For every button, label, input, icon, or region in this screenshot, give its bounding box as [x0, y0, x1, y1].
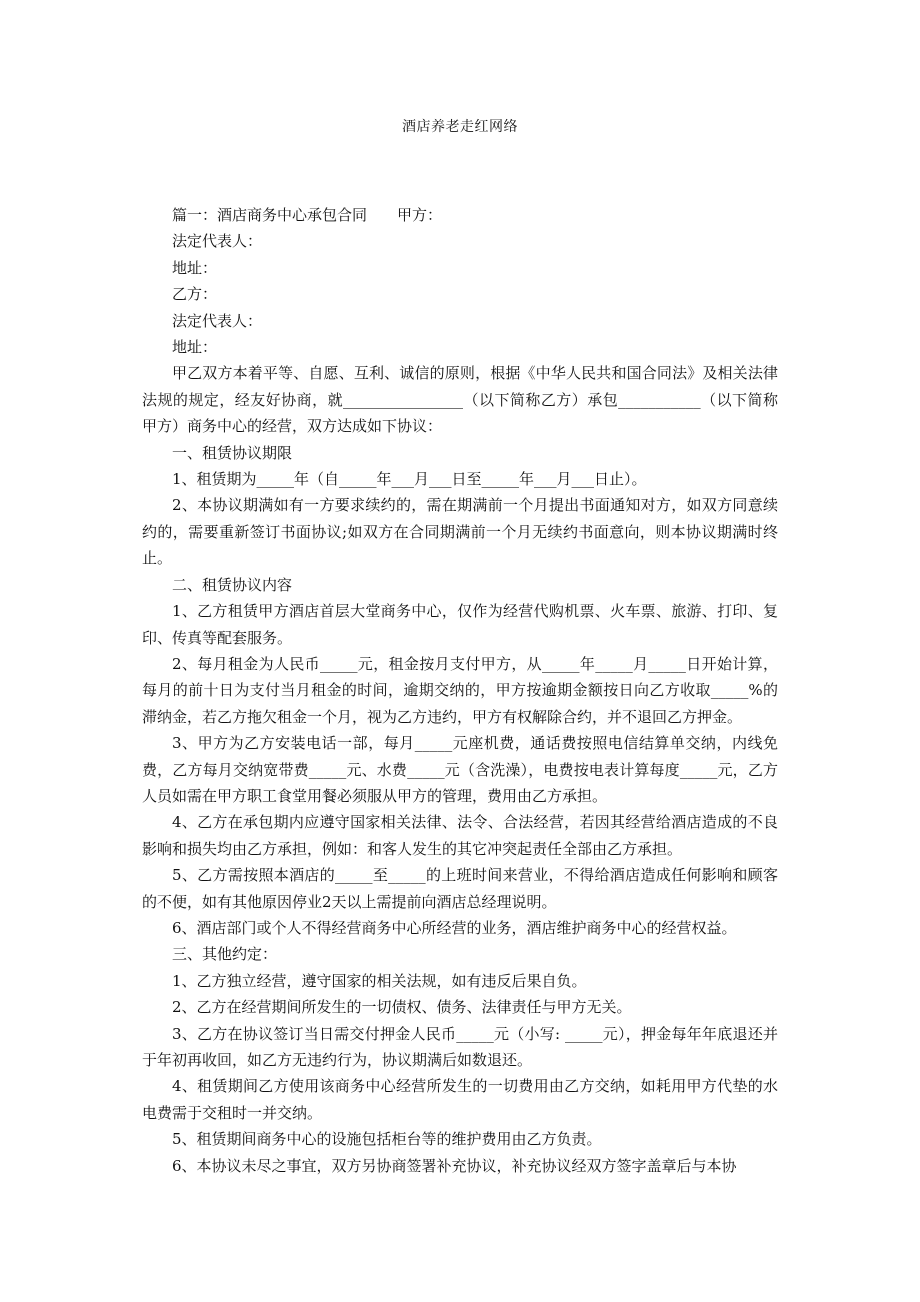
paragraph: 甲乙双方本着平等、自愿、互利、诚信的原则，根据《中华人民共和国合同法》及相关法律法规的规定，经友好协商，就________________（以下简称乙方）承包___________（以下简称甲方）商务中心的经营，双方达成如下协议：	[142, 364, 778, 436]
paragraph: 地址：	[172, 338, 218, 357]
paragraph: 5、乙方需按照本酒店的_____至_____的上班时间来营业，不得给酒店造成任何影响和顾客的不便，如有其他原因停业2天以上需提前向酒店总经理说明。	[142, 866, 778, 911]
paragraph: 法定代表人：	[172, 232, 263, 251]
paragraph: 6、本协议未尽之事宜，双方另协商签署补充协议，补充协议经双方签字盖章后与本协	[172, 1156, 737, 1175]
paragraph: 4、乙方在承包期内应遵守国家相关法律、法令、合法经营，若因其经营给酒店造成的不良影响和损失均由乙方承担，例如：和客人发生的其它冲突起责任全部由乙方承担。	[142, 813, 778, 858]
document-title: 酒店养老走红网络	[402, 119, 518, 135]
paragraph: 2、每月租金为人民币_____元，租金按月支付甲方，从_____年_____月_____日开始计算，每月的前十日为支付当月租金的时间，逾期交纳的，甲方按逾期金额按日向乙方收取_____%的滞纳金，若乙方拖欠租金一个月，视为乙方违约，甲方有权解除合约，并不退回乙方押金。	[142, 654, 778, 726]
paragraph: 乙方：	[172, 285, 218, 304]
paragraph: 1、乙方独立经营，遵守国家的相关法规，如有违反后果自负。	[172, 971, 587, 990]
paragraph: 4、租赁期间乙方使用该商务中心经营所发生的一切费用由乙方交纳，如耗用甲方代垫的水电费需于交租时一并交纳。	[142, 1077, 778, 1122]
paragraph: 三、其他约定：	[172, 945, 278, 964]
paragraph: 2、本协议期满如有一方要求续约的，需在期满前一个月提出书面通知对方，如双方同意续约的，需要重新签订书面协议;如双方在合同期满前一个月无续约书面意向，则本协议期满时终止。	[142, 496, 778, 568]
paragraph: 篇一：酒店商务中心承包合同 甲方：	[172, 206, 443, 224]
paragraph: 3、甲方为乙方安装电话一部，每月_____元座机费，通话费按照电信结算单交纳，内线免费，乙方每月交纳宽带费_____元、水费_____元（含洗澡），电费按电表计算每度_____元，乙方人员如需在甲方职工食堂用餐必须服从甲方的管理，费用由乙方承担。	[142, 734, 778, 805]
paragraph: 3、乙方在协议签订当日需交付押金人民币_____元（小写: _____元），押金每年年底退还并于年初再收回，如乙方无违约行为，协议期满后如数退还。	[142, 1024, 778, 1069]
paragraph: 法定代表人：	[172, 311, 263, 330]
paragraph: 一、租赁协议期限	[172, 443, 293, 462]
paragraph: 2、乙方在经营期间所发生的一切债权、债务、法律责任与甲方无关。	[172, 998, 632, 1017]
paragraph: 1、乙方租赁甲方酒店首层大堂商务中心，仅作为经营代购机票、火车票、旅游、打印、复印、传真等配套服务。	[142, 602, 778, 647]
paragraph: 5、租赁期间商务中心的设施包括柜台等的维护费用由乙方负责。	[172, 1130, 602, 1149]
paragraph: 1、租赁期为_____年（自_____年___月___日至_____年___月___日止）。	[172, 470, 647, 489]
document-body	[142, 202, 778, 1179]
paragraph: 二、租赁协议内容	[172, 575, 293, 594]
paragraph: 6、酒店部门或个人不得经营商务中心所经营的业务，酒店维护商务中心的经营权益。	[172, 918, 737, 937]
paragraph: 地址：	[172, 258, 218, 277]
